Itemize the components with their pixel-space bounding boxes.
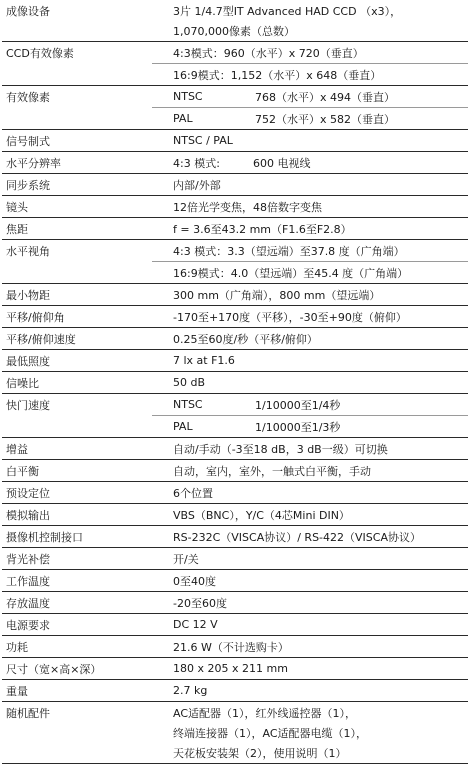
spec-label: 快门速度: [6, 399, 50, 412]
spec-value: 内部/外部: [173, 178, 221, 192]
spec-row: [2, 195, 468, 217]
spec-values: [152, 306, 468, 327]
spec-sub-key: NTSC: [173, 90, 203, 103]
spec-value: 3片 1/4.7型IT Advanced HAD CCD （x3），: [173, 4, 402, 18]
spec-sub-key: 4:3 模式:: [173, 156, 220, 170]
spec-row: [2, 613, 468, 635]
spec-values: [152, 196, 468, 217]
spec-value-line: [152, 0, 468, 21]
spec-row: [2, 85, 468, 129]
spec-value-line: [152, 636, 468, 657]
spec-value: 2.7 kg: [173, 684, 208, 697]
spec-value-line: [152, 702, 468, 723]
spec-value: 0至40度: [173, 574, 216, 588]
spec-value-line: [152, 42, 468, 63]
spec-row: [2, 129, 468, 151]
spec-value: DC 12 V: [173, 618, 218, 631]
spec-values: [152, 130, 468, 151]
spec-row: [2, 701, 468, 763]
spec-values: [152, 218, 468, 239]
spec-values: [152, 526, 468, 547]
spec-label: 摄像机控制接口: [6, 531, 83, 544]
spec-value: 终端连接器（1），AC适配器电缆（1），: [173, 727, 368, 740]
spec-values: [152, 570, 468, 591]
spec-value-line: [152, 240, 468, 261]
spec-row: [2, 283, 468, 305]
spec-label: 焦距: [6, 223, 28, 236]
spec-row: [2, 349, 468, 371]
spec-sub-key: PAL: [173, 112, 193, 125]
spec-value-line: [152, 592, 468, 613]
spec-row: [2, 525, 468, 547]
spec-values: [152, 548, 468, 569]
spec-value-line: [152, 152, 468, 173]
spec-value-line: [152, 306, 468, 327]
spec-value-line: [152, 680, 468, 701]
spec-row: [2, 679, 468, 701]
spec-value: 600 电视线: [253, 156, 311, 170]
spec-value: VBS（BNC），Y/C（4芯Mini DIN）: [173, 508, 350, 522]
spec-label: CCD有效像素: [6, 47, 74, 60]
spec-row: [2, 217, 468, 239]
spec-row: [2, 459, 468, 481]
spec-value-line: [152, 261, 468, 283]
spec-values: [152, 592, 468, 613]
spec-value: 自动，室内，室外，一触式白平衡，手动: [173, 464, 371, 478]
spec-row: [2, 481, 468, 503]
spec-value-line: [152, 482, 468, 503]
spec-values: [152, 614, 468, 635]
spec-value: RS-232C（VISCA协议）/ RS-422（VISCA协议）: [173, 530, 421, 544]
spec-value-line: [152, 196, 468, 217]
spec-value: 天花板安装架（2），使用说明（1）: [173, 747, 347, 760]
spec-value: 1,070,000像素（总数）: [173, 25, 295, 38]
spec-label: 电源要求: [6, 619, 50, 632]
spec-label: 存放温度: [6, 597, 50, 610]
spec-value-line: [152, 548, 468, 569]
spec-value: 752（水平）x 582（垂直）: [255, 112, 395, 126]
spec-label: 背光补偿: [6, 553, 50, 566]
spec-value: 自动/手动（-3至18 dB，3 dB一级）可切换: [173, 442, 388, 456]
spec-value: 768（水平）x 494（垂直）: [255, 90, 395, 104]
spec-value: 1/10000至1/3秒: [255, 420, 341, 434]
spec-values: [152, 284, 468, 305]
spec-values: [152, 152, 468, 173]
spec-value-line: [152, 658, 468, 679]
spec-value-line: [152, 372, 468, 393]
spec-row: [2, 371, 468, 393]
spec-value: 4:3 模式：3.3（望远端）至37.8 度（广角端）: [173, 244, 405, 258]
spec-label: 成像设备: [6, 5, 50, 18]
spec-label: 水平分辨率: [6, 157, 61, 170]
spec-values: [152, 438, 468, 459]
spec-value: 16:9模式：1,152（水平）x 648（垂直）: [173, 68, 382, 82]
spec-label: 随机配件: [6, 707, 50, 720]
spec-values: [152, 174, 468, 195]
spec-values: [152, 636, 468, 657]
spec-label: 工作温度: [6, 575, 50, 588]
spec-value: 16:9模式：4.0（望远端）至45.4 度（广角端）: [173, 266, 409, 280]
spec-values: [152, 460, 468, 481]
spec-value: 50 dB: [173, 376, 206, 389]
spec-label: 信号制式: [6, 135, 50, 148]
spec-values: [152, 350, 468, 371]
spec-value-line: [152, 526, 468, 547]
spec-value-line: [152, 614, 468, 635]
spec-value: -20至60度: [173, 596, 227, 610]
spec-label: 平移/俯仰速度: [6, 333, 76, 346]
spec-label: 最小物距: [6, 289, 50, 302]
spec-row: [2, 437, 468, 459]
spec-label: 白平衡: [6, 465, 39, 478]
spec-label: 增益: [6, 443, 28, 456]
spec-label: 平移/俯仰角: [6, 311, 65, 324]
spec-row: [2, 591, 468, 613]
spec-label: 水平视角: [6, 245, 50, 258]
spec-value-line: [152, 174, 468, 195]
spec-row: [2, 41, 468, 85]
spec-row: [2, 173, 468, 195]
spec-value-line: [152, 63, 468, 85]
spec-label: 最低照度: [6, 355, 50, 368]
spec-values: [152, 702, 468, 763]
spec-value: 1/10000至1/4秒: [255, 398, 341, 412]
spec-row: [2, 151, 468, 173]
spec-value-line: [152, 350, 468, 371]
spec-label: 尺寸（宽×高×深）: [6, 663, 102, 676]
spec-row: [2, 503, 468, 525]
spec-label: 重量: [6, 685, 28, 698]
spec-value: 7 lx at F1.6: [173, 354, 235, 367]
spec-value: f = 3.6至43.2 mm（F1.6至F2.8）: [173, 222, 352, 236]
spec-value-line: [152, 743, 468, 763]
spec-sub-key: NTSC: [173, 398, 203, 411]
spec-value-line: [152, 723, 468, 743]
spec-value: 开/关: [173, 552, 199, 566]
spec-value-line: [152, 415, 468, 437]
spec-label: 同步系统: [6, 179, 50, 192]
spec-row: [2, 239, 468, 283]
spec-label: 有效像素: [6, 91, 50, 104]
spec-values: [152, 0, 468, 41]
spec-sub-key: PAL: [173, 420, 193, 433]
spec-values: [152, 680, 468, 701]
spec-row: [2, 327, 468, 349]
spec-values: [152, 86, 468, 129]
spec-label: 模拟输出: [6, 509, 50, 522]
spec-row: [2, 0, 468, 41]
spec-value-line: [152, 328, 468, 349]
spec-values: [152, 504, 468, 525]
spec-row: [2, 569, 468, 591]
spec-row: [2, 393, 468, 437]
spec-value-line: [152, 570, 468, 591]
spec-value-line: [152, 504, 468, 525]
spec-value-line: [152, 130, 468, 151]
spec-value: 300 mm（广角端），800 mm（望远端）: [173, 288, 381, 302]
spec-row: [2, 635, 468, 657]
spec-value-line: [152, 394, 468, 415]
spec-value-line: [152, 107, 468, 129]
spec-values: [152, 658, 468, 679]
spec-value: 21.6 W（不计选购卡）: [173, 640, 289, 654]
spec-table: [2, 0, 468, 764]
spec-value-line: [152, 284, 468, 305]
spec-value-line: [152, 218, 468, 239]
spec-label: 功耗: [6, 641, 28, 654]
spec-value: -170至+170度（平移），-30至+90度（俯仰）: [173, 310, 407, 324]
spec-value-line: [152, 438, 468, 459]
spec-label: 镜头: [6, 201, 28, 214]
spec-row: [2, 547, 468, 569]
spec-value: 0.25至60度/秒（平移/俯仰）: [173, 332, 318, 346]
spec-value-line: [152, 21, 468, 41]
spec-values: [152, 372, 468, 393]
spec-value: NTSC / PAL: [173, 134, 233, 147]
spec-values: [152, 482, 468, 503]
spec-value: AC适配器（1），红外线遥控器（1），: [173, 706, 357, 720]
spec-value-line: [152, 460, 468, 481]
spec-row: [2, 657, 468, 679]
spec-value: 6个位置: [173, 486, 213, 500]
spec-values: [152, 328, 468, 349]
spec-values: [152, 42, 468, 85]
spec-values: [152, 240, 468, 283]
spec-value: 180 x 205 x 211 mm: [173, 662, 288, 675]
spec-label: 预设定位: [6, 487, 50, 500]
spec-value-line: [152, 86, 468, 107]
spec-values: [152, 394, 468, 437]
spec-value: 4:3模式：960（水平）x 720（垂直）: [173, 46, 364, 60]
spec-value: 12倍光学变焦，48倍数字变焦: [173, 200, 322, 214]
spec-label: 信噪比: [6, 377, 39, 390]
spec-row: [2, 305, 468, 327]
